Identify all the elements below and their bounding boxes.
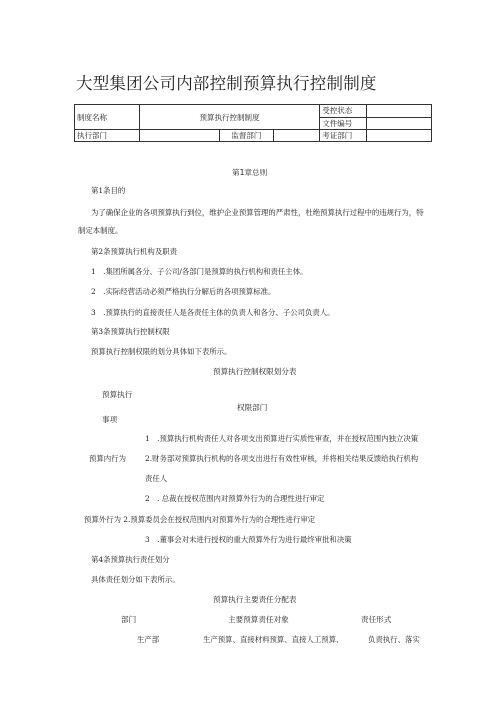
- table-1-header-col2: 权限部门: [237, 403, 268, 412]
- table-1-header-col1-line2: 事项: [102, 415, 118, 424]
- article-1-line-2: 制定本制度。: [78, 226, 123, 235]
- table-1-row-2-line-3: 3 .董事会对未进行授权的重大预算外行为进行最终审批和决策: [145, 535, 352, 544]
- table-1-row-1-line-1: 1 .预算执行机构责任人对各项支出预算进行实质性审查，并在授权范围内独立决策: [145, 434, 419, 443]
- article-2-title: 第2条预算执行机构及职责: [91, 247, 178, 256]
- file-number-value: [367, 117, 432, 130]
- supervise-dept-value: [274, 130, 320, 142]
- table-2-title: 预算执行主要责任分配表: [213, 595, 297, 604]
- article-2-item-1: 1 .集团所属各分、子公司/各部门是预算的执行机构和责任主体。: [91, 267, 308, 276]
- controlled-status-label: 受控状态: [320, 105, 367, 118]
- table-1-row-2-line-2: 预算外行为 2.预算委员会在授权范围内对预算外行为的合理性进行审定: [84, 515, 316, 524]
- chapter-heading: 第1章总则: [232, 168, 268, 177]
- article-1-title: 第1条目的: [91, 186, 126, 195]
- table-1-row-1-label: 预算内行为: [89, 454, 126, 463]
- article-2-item-3: 3 .预算执行的直接责任人是各责任主体的负责人和各分、子公司负责人。: [91, 308, 335, 317]
- article-3-title: 第3条预算执行控制权限: [91, 327, 170, 336]
- article-4-title: 第4条预算执行责任划分: [91, 555, 170, 564]
- controlled-status-value: [367, 105, 432, 118]
- table-2-row-1-objects: 生产预算、直接材料预算、直接人工预算、: [203, 635, 344, 644]
- article-4-text: 具体责任划分如下表所示。: [91, 575, 180, 584]
- article-1-line-1: 为了确保企业的各项预算执行到位，维护企业预算管理的严肃性，杜绝预算执行过程中的违规行为，特: [91, 208, 424, 217]
- article-3-text: 预算执行控制权限的划分具体如下表所示。: [91, 347, 232, 356]
- audit-dept-label: 考证部门: [320, 130, 367, 142]
- exec-dept-value: [139, 130, 219, 142]
- audit-dept-value: [367, 130, 432, 142]
- table-1-row-1-line-2: 2.财务部对预算执行机构的各项支出进行有效性审核，并将相关结果反馈给执行机构: [145, 454, 419, 463]
- table-1-title: 预算执行控制权限划分表: [213, 367, 297, 376]
- table-1-row-1-line-3: 责任人: [145, 474, 168, 483]
- document-title: 大型集团公司内部控制预算执行控制制度: [76, 74, 377, 93]
- header-table: [74, 104, 432, 142]
- table-2-row-1-dept: 生产部: [137, 635, 160, 644]
- table-1-header-col1-line1: 预算执行: [102, 390, 133, 399]
- file-number-label: 文件编号: [320, 117, 367, 130]
- system-name-value: 预算执行控制制度: [139, 105, 319, 130]
- table-1-row-2-line-1: 2 . 总裁在授权范围内对预算外行为的合理性进行审定: [145, 494, 325, 503]
- system-name-label: 制度名称: [75, 105, 140, 130]
- supervise-dept-label: 监督部门: [219, 130, 274, 142]
- table-2-row-1-form: 负责执行、落实: [368, 635, 420, 644]
- exec-dept-label: 执行部门: [75, 130, 140, 142]
- table-2-header-col3: 责任形式: [361, 615, 392, 624]
- article-2-item-2: 2 .实际经营活动必须严格执行分解后的各项预算标准。: [91, 287, 276, 296]
- table-2-header-col1: 部门: [121, 615, 137, 624]
- table-2-header-col2: 主要预算责任对象: [228, 615, 289, 624]
